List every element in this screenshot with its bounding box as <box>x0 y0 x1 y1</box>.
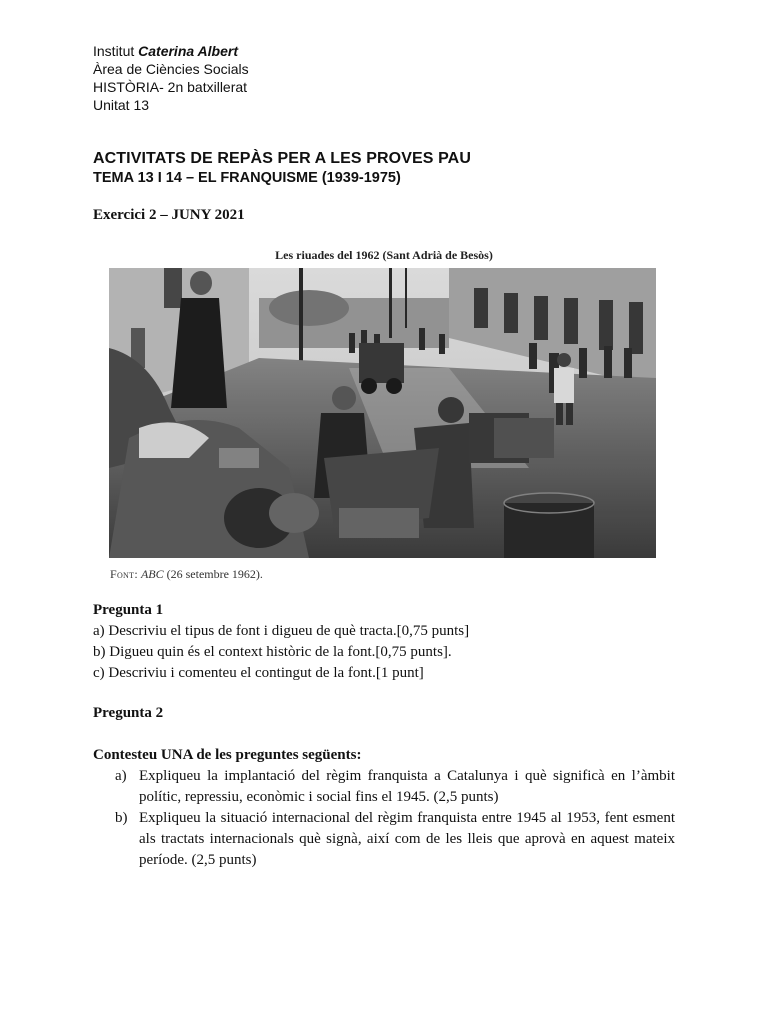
figure-caption: Les riuades del 1962 (Sant Adrià de Besòs) <box>275 248 493 262</box>
question-1-title: Pregunta 1 <box>93 602 164 618</box>
question-1-item: c) Descriviu i comenteu el contingut de la font.[1 punt] <box>93 665 424 681</box>
answer-one-title: Contesteu UNA de les preguntes següents: <box>93 747 362 763</box>
question-1 <box>93 600 683 684</box>
source-date: (26 setembre 1962). <box>166 567 263 581</box>
unit-line: Unitat 13 <box>93 97 150 113</box>
question-1-item: b) Digueu quin és el context històric de la font.[0,75 punts]. <box>93 644 452 660</box>
question-2-title: Pregunta 2 <box>93 705 164 721</box>
source-label: Font: <box>110 567 138 581</box>
list-item-text: Expliqueu la situació internacional del règim franquista entre 1945 al 1953, fent esment als tractats internacionals què signà, així com de les lleis que aprovà en aquest mateix període. (2,5 punts) <box>139 810 675 868</box>
institute-prefix: Institut <box>93 43 135 59</box>
question-1-item: a) Descriviu el tipus de font i digueu de què tracta.[0,75 punts] <box>93 623 470 639</box>
document-header <box>93 42 249 114</box>
source-name: ABC <box>140 567 164 581</box>
institute-line <box>93 42 249 60</box>
document-title: ACTIVITATS DE REPÀS PER A LES PROVES PAU <box>93 150 471 167</box>
flood-photograph <box>109 268 656 558</box>
list-item <box>93 808 675 871</box>
list-item-mark: a) <box>115 768 127 784</box>
figure-source <box>110 567 263 582</box>
answer-one-section <box>93 745 675 871</box>
list-item <box>93 766 675 808</box>
list-item-text: Expliqueu la implantació del règim franquista a Catalunya i què significà en l’àmbit polític, repressiu, econòmic i social fins el 1945. (2,5 punts) <box>139 768 675 805</box>
area-line: Àrea de Ciències Socials <box>93 61 249 77</box>
document-subtitle: TEMA 13 I 14 – EL FRANQUISME (1939-1975) <box>93 170 401 186</box>
answer-one-list <box>93 766 675 871</box>
institute-name: Caterina Albert <box>138 43 238 59</box>
course-line: HISTÒRIA- 2n batxillerat <box>93 79 248 95</box>
exercise-heading: Exercici 2 – JUNY 2021 <box>93 207 245 223</box>
list-item-mark: b) <box>115 810 128 826</box>
